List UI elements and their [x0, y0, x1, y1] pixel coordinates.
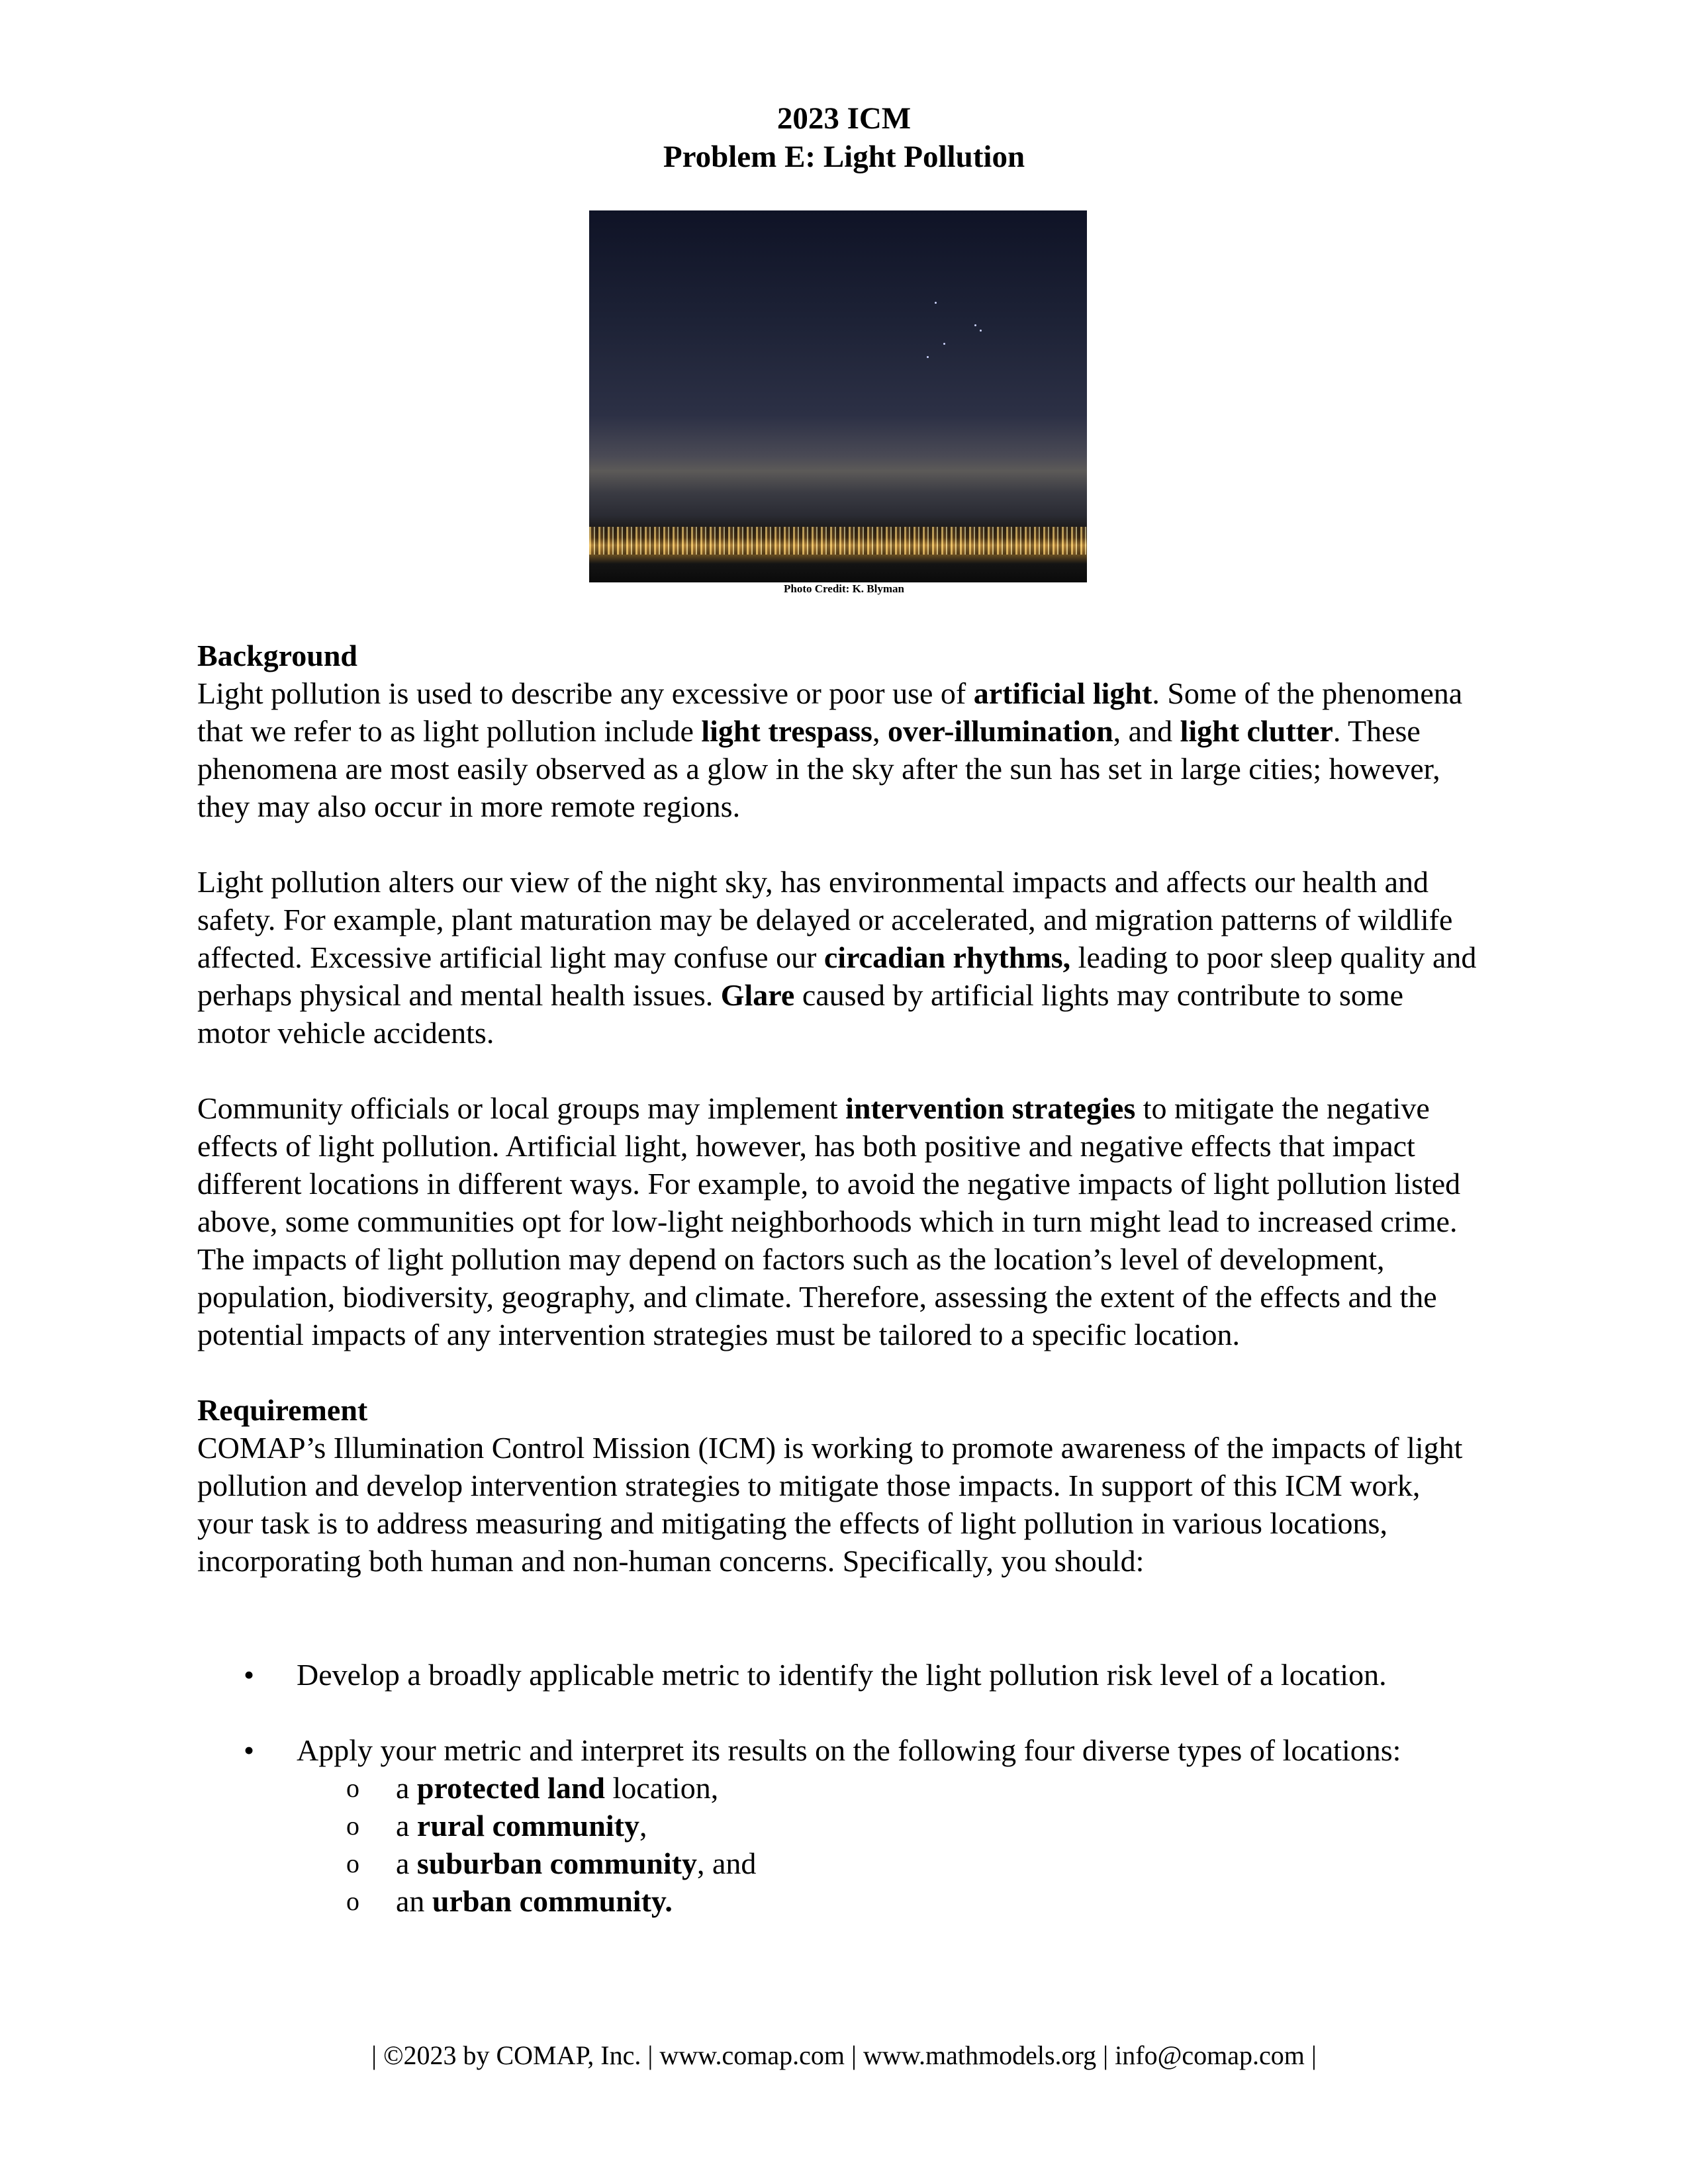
sub-list-item: o an urban community.: [197, 1882, 1508, 1920]
night-sky-photo: [589, 210, 1087, 582]
background-paragraph-1: Light pollution is used to describe any excessive or poor use of artificial light. Some of the phenomena that we refer to as light pollution include light trespass, over-illumination, and light clutter. These phenomena are most easily observed as a glow in the sky after the sun has set in large cities; however, they may also occur in more remote regions.: [197, 676, 1463, 823]
sub-list-item: o a rural community,: [197, 1807, 1508, 1844]
background-paragraph-3: Community officials or local groups may implement intervention strategies to mitigate the negative effects of light pollution. Artificial light, however, has both positive and negative effects that impact different locations in different ways. For example, to avoid the negative impacts of light pollution listed above, some communities opt for low-light neighborhoods which in turn might lead to increased crime. The impacts of light pollution may depend on factors such as the location’s level of development, population, biodiversity, geography, and climate. Therefore, assessing the extent of the effects and the potential impacts of any intervention strategies must be tailored to a specific location.: [197, 1091, 1461, 1351]
title-line-2: Problem E: Light Pollution: [663, 140, 1025, 174]
title-line-1: 2023 ICM: [776, 101, 912, 136]
requirement-heading: Requirement: [197, 1393, 368, 1427]
bullet-icon: •: [244, 1658, 255, 1692]
star-icon: [935, 302, 937, 304]
list-item: • Develop a broadly applicable metric to identify the light pollution risk level of a location.: [197, 1656, 1508, 1694]
list-item: • Apply your metric and interpret its results on the following four diverse types of locations:: [197, 1731, 1508, 1769]
sub-list-item: o a suburban community, and: [197, 1844, 1508, 1882]
sub-list-item: o a protected land location,: [197, 1769, 1508, 1807]
star-icon: [927, 356, 929, 358]
requirement-paragraph: COMAP’s Illumination Control Mission (ICM) is working to promote awareness of the impacts of light pollution and develop intervention strategies to mitigate those impacts. In support of this ICM work, your task is to address measuring and mitigating the effects of light pollution in various locations, incorporating both human and non-human concerns. Specifically, you should:: [197, 1431, 1463, 1578]
star-icon: [943, 343, 945, 345]
city-lights: [589, 527, 1087, 555]
photo-caption: Photo Credit: K. Blyman: [784, 582, 904, 595]
circle-bullet-icon: o: [346, 1773, 359, 1803]
star-icon: [974, 324, 976, 326]
bullet-icon: •: [244, 1733, 255, 1767]
page-footer: | ©2023 by COMAP, Inc. | www.comap.com | www.mathmodels.org | info@comap.com |: [371, 2040, 1317, 2070]
document-title: [0, 99, 1688, 176]
background-paragraph-2: Light pollution alters our view of the night sky, has environmental impacts and affects our health and safety. For example, plant maturation may be delayed or accelerated, and migration patterns of wildlife affected. Excessive artificial light may confuse our circadian rhythms, leading to poor sleep quality and perhaps physical and mental health issues. Glare caused by artificial lights may contribute to some motor vehicle accidents.: [197, 865, 1477, 1050]
circle-bullet-icon: o: [346, 1848, 359, 1878]
circle-bullet-icon: o: [346, 1886, 359, 1916]
circle-bullet-icon: o: [346, 1811, 359, 1841]
star-icon: [980, 330, 982, 332]
background-heading: Background: [197, 639, 358, 672]
background-section: [197, 637, 1481, 1580]
requirement-list: [197, 1656, 1508, 1920]
